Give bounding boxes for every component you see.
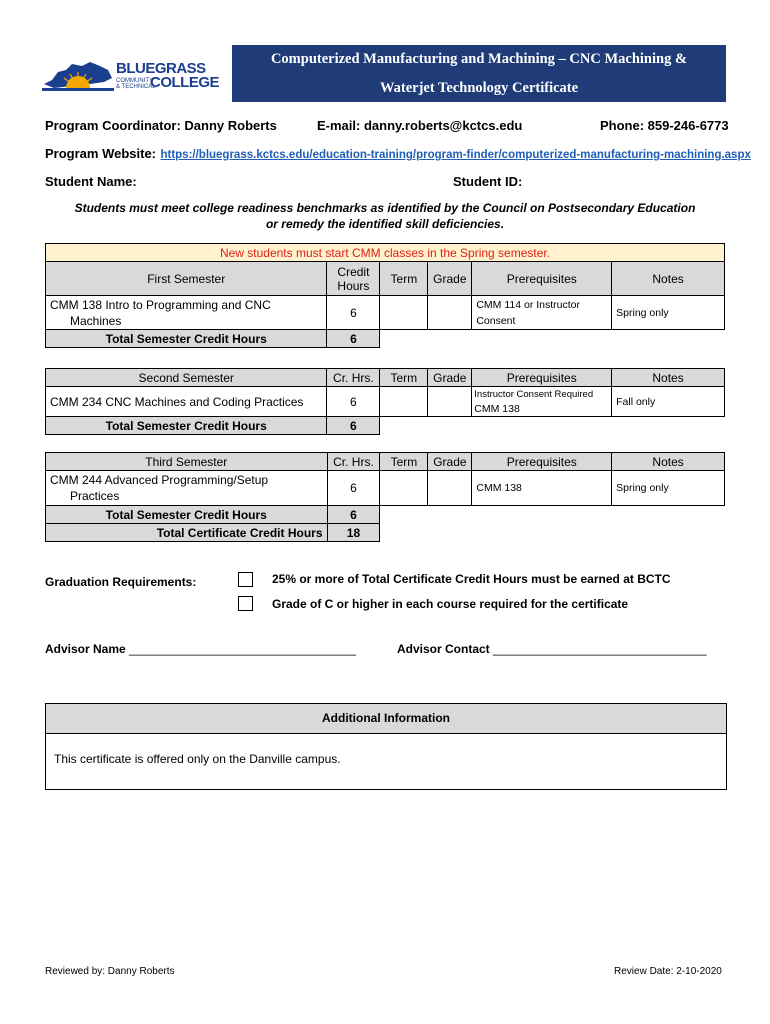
course-name: CMM 138 Intro to Programming and CNC Machines	[46, 296, 327, 330]
additional-information-box	[45, 703, 727, 790]
notes-header: Notes	[612, 369, 725, 387]
total-hours: 6	[327, 330, 380, 348]
term-header: Term	[380, 369, 428, 387]
credit-hours-header: Credit Hours	[327, 262, 380, 296]
credit-hours-header: Cr. Hrs.	[327, 453, 380, 471]
prerequisites-header: Prerequisites	[472, 369, 612, 387]
total-row	[46, 330, 725, 348]
grade-header: Grade	[428, 369, 472, 387]
notes-header: Notes	[612, 453, 725, 471]
course-notes: Spring only	[612, 296, 725, 330]
grade-cell[interactable]	[428, 296, 472, 330]
requirement-2-text: Grade of C or higher in each course required for the certificate	[272, 597, 629, 611]
prerequisites-header: Prerequisites	[472, 262, 612, 296]
course-hours: 6	[327, 471, 380, 506]
grade-header: Grade	[428, 262, 472, 296]
total-row	[46, 417, 725, 435]
requirement-1-text: 25% or more of Total Certificate Credit Hours must be earned at BCTC	[272, 572, 671, 586]
student-name-label: Student Name:	[45, 174, 137, 189]
program-website-link[interactable]: https://bluegrass.kctcs.edu/education-training/program-finder/computerized-manufacturing-machining.aspx	[160, 149, 751, 161]
advisor-name-field[interactable]: Advisor Name __________________________________	[45, 642, 356, 656]
course-prerequisites: Instructor Consent Required CMM 138	[472, 387, 612, 417]
email-address[interactable]: E-mail: danny.roberts@kctcs.edu	[317, 118, 523, 133]
advisor-contact-field[interactable]: Advisor Contact ________________________________	[397, 642, 707, 656]
logo-college: COLLEGE	[150, 74, 220, 91]
total-label: Total Semester Credit Hours	[46, 330, 327, 348]
review-date: Review Date: 2-10-2020	[614, 966, 722, 977]
reviewed-by: Reviewed by: Danny Roberts	[45, 966, 175, 977]
graduation-requirements-label: Graduation Requirements:	[45, 575, 197, 589]
total-label: Total Semester Credit Hours	[46, 506, 328, 524]
phone-number: Phone: 859-246-6773	[600, 118, 729, 133]
third-semester-table	[45, 452, 725, 542]
requirement-2-checkbox[interactable]	[238, 596, 253, 611]
term-cell[interactable]	[380, 387, 428, 417]
first-semester-heading: First Semester	[46, 262, 327, 296]
course-notes: Spring only	[612, 471, 725, 506]
grade-cell[interactable]	[428, 471, 472, 506]
readiness-notice: Students must meet college readiness benchmarks as identified by the Council on Postsecondary Education or remedy the identified skill deficiencies.	[74, 201, 696, 231]
term-cell[interactable]	[380, 471, 428, 506]
term-header: Term	[380, 262, 428, 296]
grade-cell[interactable]	[428, 387, 472, 417]
logo-community-technical: COMMUNITY & TECHNICAL	[116, 78, 156, 90]
total-hours: 6	[327, 417, 380, 435]
certificate-total-row	[46, 524, 725, 542]
additional-information-text: This certificate is offered only on the Danville campus.	[54, 752, 341, 766]
credit-hours-header: Cr. Hrs.	[327, 369, 380, 387]
table-row	[46, 387, 725, 417]
second-semester-heading: Second Semester	[46, 369, 327, 387]
table-row	[46, 296, 725, 330]
term-cell[interactable]	[380, 296, 428, 330]
logo-bluegrass: BLUEGRASS	[116, 60, 206, 77]
term-header: Term	[380, 453, 428, 471]
course-prerequisites: CMM 138	[472, 471, 612, 506]
notes-header: Notes	[612, 262, 725, 296]
college-logo	[42, 56, 220, 96]
program-website: Program Website: https://bluegrass.kctcs.edu/education-training/program-finder/computerized-manufacturing-machining.aspx	[45, 146, 751, 161]
course-prerequisites: CMM 114 or Instructor Consent	[472, 296, 612, 330]
program-coordinator: Program Coordinator: Danny Roberts	[45, 118, 277, 133]
spring-start-banner: New students must start CMM classes in the Spring semester.	[46, 244, 725, 262]
first-semester-table	[45, 243, 725, 348]
requirement-1-checkbox[interactable]	[238, 572, 253, 587]
certificate-total-label: Total Certificate Credit Hours	[46, 524, 328, 542]
total-row	[46, 506, 725, 524]
total-label: Total Semester Credit Hours	[46, 417, 327, 435]
prerequisites-header: Prerequisites	[472, 453, 612, 471]
course-notes: Fall only	[612, 387, 725, 417]
course-hours: 6	[327, 296, 380, 330]
table-row	[46, 471, 725, 506]
grade-header: Grade	[428, 453, 472, 471]
student-id-label: Student ID:	[453, 174, 523, 189]
additional-information-header: Additional Information	[46, 704, 726, 734]
kentucky-sunburst-icon	[42, 58, 114, 94]
page-title: Computerized Manufacturing and Machining – CNC Machining & Waterjet Technology Certificate	[232, 45, 726, 102]
total-hours: 6	[327, 506, 380, 524]
third-semester-heading: Third Semester	[46, 453, 328, 471]
second-semester-table	[45, 368, 725, 435]
certificate-total-hours: 18	[327, 524, 380, 542]
course-name: CMM 244 Advanced Programming/Setup Practices	[46, 471, 328, 506]
course-name: CMM 234 CNC Machines and Coding Practices	[46, 387, 327, 417]
course-hours: 6	[327, 387, 380, 417]
